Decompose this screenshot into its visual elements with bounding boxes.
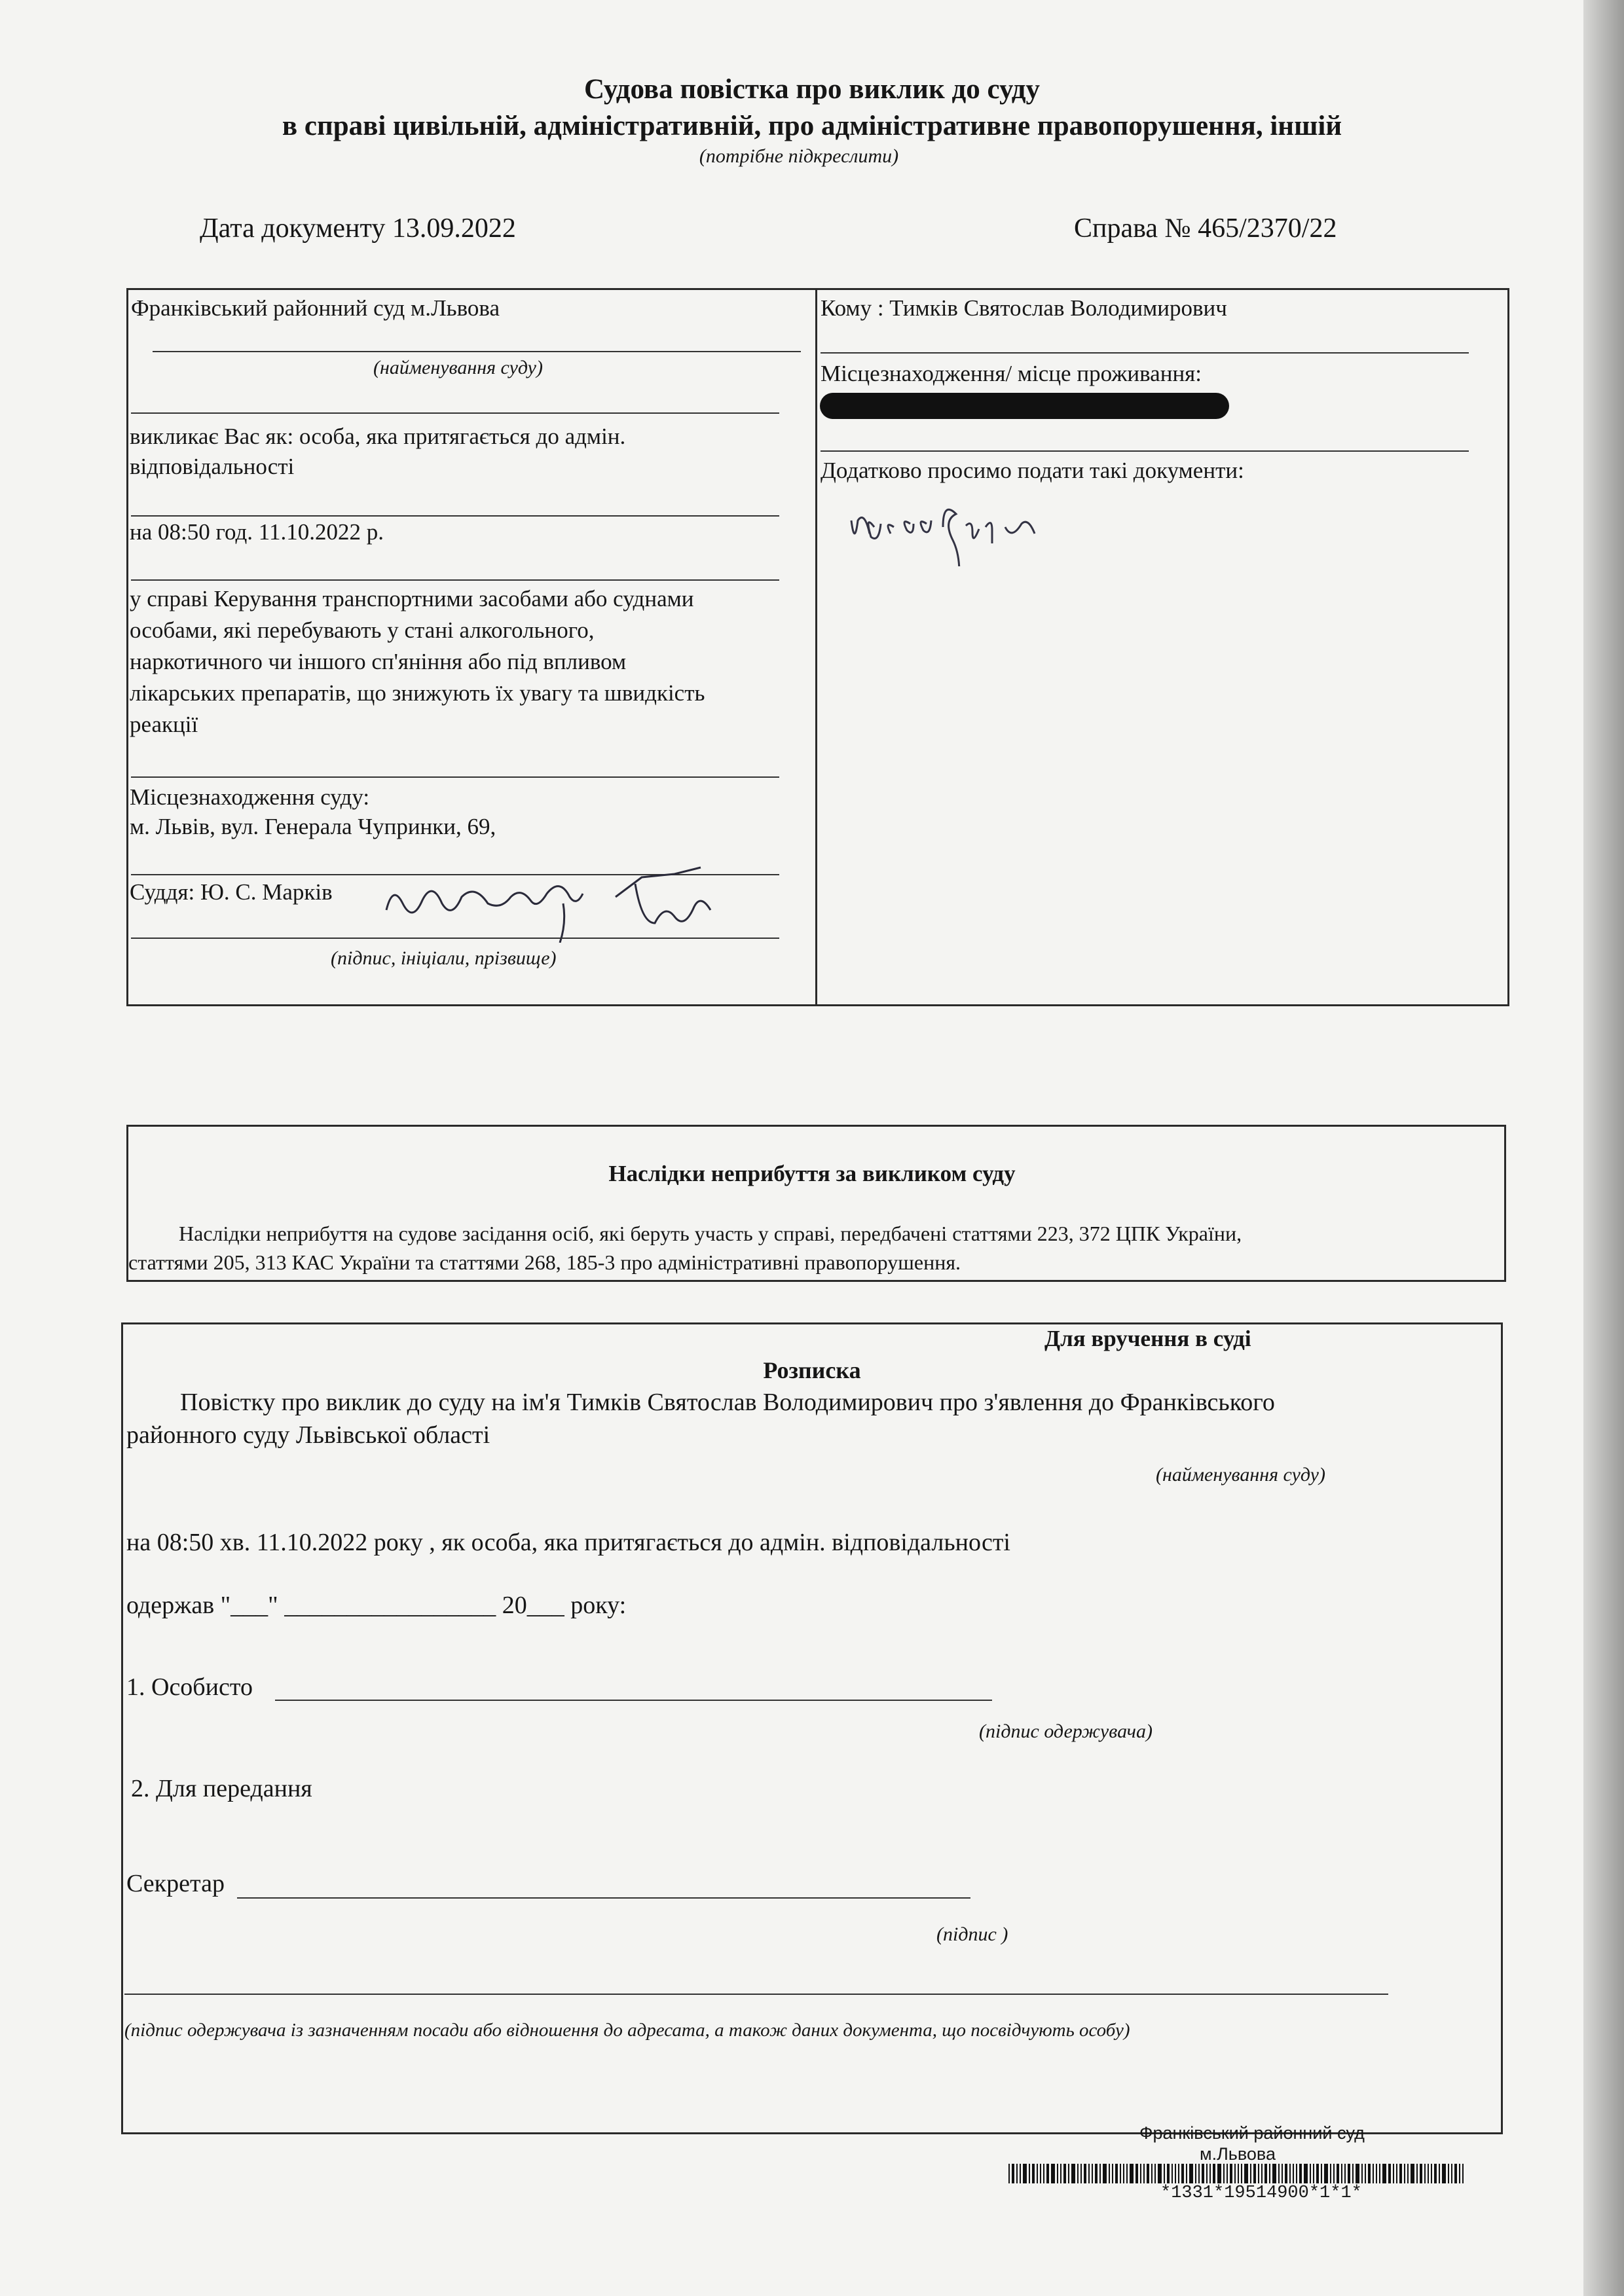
receipt-court-caption: (найменування суду) <box>1156 1464 1325 1485</box>
doc-date-value: 13.09.2022 <box>392 213 516 244</box>
barcode-bar <box>1084 2164 1086 2183</box>
barcode-bar <box>1411 2164 1414 2183</box>
addressee: Кому : Тимків Святослав Володимирович <box>821 295 1227 321</box>
barcode-bar <box>1217 2164 1221 2183</box>
barcode-bar <box>1272 2164 1276 2183</box>
barcode-bar <box>1032 2164 1035 2183</box>
column-divider <box>815 288 817 1006</box>
barcode-bar <box>1095 2164 1098 2183</box>
barcode-bar <box>1368 2164 1371 2183</box>
barcode-bar <box>1324 2164 1328 2183</box>
barcode-bar <box>1382 2164 1386 2183</box>
receipt-line3: на 08:50 хв. 11.10.2022 року , як особа, яка притягається до адмін. відповідальності <box>126 1529 1010 1556</box>
barcode-bar <box>1012 2164 1014 2183</box>
barcode-bar <box>1206 2164 1208 2183</box>
receipt-line2: районного суду Львівської області <box>126 1421 490 1449</box>
barcode-bar <box>1376 2164 1377 2183</box>
barcode-bar <box>1057 2164 1058 2183</box>
barcode-bar <box>1264 2164 1267 2183</box>
barcode-bar <box>1080 2164 1082 2183</box>
case-number-value: 465/2370/22 <box>1198 213 1337 244</box>
barcode-bar <box>1261 2164 1263 2183</box>
barcode-bar <box>1234 2164 1236 2183</box>
barcode-bar <box>1416 2164 1418 2183</box>
consequences-text-line1: Наслідки неприбуття на судове засідання осіб, які беруть участь у справі, передбачені статтями 223, 372 ЦПК України, <box>179 1222 1242 1245</box>
barcode-bar <box>1051 2164 1055 2183</box>
barcode-bar <box>1289 2164 1291 2183</box>
address-label: Місцезнаходження/ місце проживання: <box>821 361 1202 386</box>
barcode-bar <box>1230 2164 1232 2183</box>
for-court-label: Для вручення в суді <box>1044 1326 1251 1351</box>
footer-court-name: Франківський районний суд <box>1139 2123 1365 2143</box>
document-subtitle: в справі цивільній, адміністративній, про адміністративне правопорушення, іншій <box>282 111 1342 141</box>
barcode-bar <box>1068 2164 1069 2183</box>
barcode-bar <box>1341 2164 1342 2183</box>
barcode-bar <box>1112 2164 1113 2183</box>
barcode-bar <box>1258 2164 1259 2183</box>
barcode-text: *1331*19514900*1*1* <box>1160 2183 1362 2203</box>
barcode-bar <box>1189 2164 1193 2183</box>
hearing-datetime: на 08:50 год. 11.10.2022 р. <box>130 519 384 545</box>
barcode-bar <box>1115 2164 1118 2183</box>
court-location: м. Львів, вул. Генерала Чупринки, 69, <box>130 814 496 839</box>
barcode-bar <box>1241 2164 1242 2183</box>
barcode-bar <box>1428 2164 1429 2183</box>
receipt-heading: Розписка <box>763 1357 861 1383</box>
barcode-bar <box>1213 2164 1215 2183</box>
barcode-bar <box>1282 2164 1283 2183</box>
barcode-bar <box>1399 2164 1402 2183</box>
barcode-bar <box>1365 2164 1366 2183</box>
barcode-bar <box>1181 2164 1184 2183</box>
barcode-bar <box>1195 2164 1196 2183</box>
barcode-bar <box>1404 2164 1405 2183</box>
barcode-bar <box>1278 2164 1280 2183</box>
barcode-bar <box>1016 2164 1018 2183</box>
summons-role-cont: відповідальності <box>130 454 295 479</box>
barcode-bar <box>1172 2164 1173 2183</box>
barcode-bar <box>1063 2164 1066 2183</box>
barcode-bar <box>1424 2164 1426 2183</box>
handwritten-note <box>845 494 1094 566</box>
barcode-bar <box>1143 2164 1145 2183</box>
redacted-address <box>820 393 1229 419</box>
barcode-bar <box>1293 2164 1294 2183</box>
barcode-bar <box>1321 2164 1322 2183</box>
barcode-bar <box>1396 2164 1397 2183</box>
barcode-bar <box>1244 2164 1248 2183</box>
barcode-bar <box>1459 2164 1460 2183</box>
secretary-label: Секретар <box>126 1870 225 1897</box>
barcode-bar <box>1296 2164 1297 2183</box>
footer-court-city: м.Львова <box>1200 2144 1276 2164</box>
barcode-bar <box>1431 2164 1432 2183</box>
barcode-bar <box>1023 2164 1027 2183</box>
scan-edge-shadow <box>1583 0 1624 2296</box>
barcode-bar <box>1356 2164 1359 2183</box>
barcode-bar <box>1040 2164 1041 2183</box>
barcode-bar <box>1352 2164 1354 2183</box>
barcode-bar <box>1109 2164 1110 2183</box>
barcode-bar <box>1077 2164 1079 2183</box>
barcode-bar <box>1175 2164 1176 2183</box>
barcode-bar <box>1337 2164 1339 2183</box>
barcode-bar <box>1439 2164 1440 2183</box>
barcode-bar <box>1130 2164 1134 2183</box>
barcode-bar <box>1316 2164 1319 2183</box>
barcode-bar <box>1348 2164 1350 2183</box>
bottom-caption: (підпис одержувача із зазначенням посади або відношення до адресата, а також даних документа, що посвідчують особу) <box>124 2020 1130 2041</box>
barcode-bar <box>1147 2164 1149 2183</box>
barcode-bar <box>1330 2164 1331 2183</box>
barcode-bar <box>1209 2164 1211 2183</box>
barcode-bar <box>1043 2164 1044 2183</box>
barcode-bar <box>1135 2164 1138 2183</box>
barcode-bar <box>1140 2164 1141 2183</box>
barcode-bar <box>1092 2164 1093 2183</box>
barcode-bar <box>1071 2164 1075 2183</box>
barcode-bar <box>1158 2164 1162 2183</box>
secretary-signature-caption: (підпис ) <box>936 1923 1008 1945</box>
barcode-bar <box>1167 2164 1170 2183</box>
barcode-bar <box>1198 2164 1200 2183</box>
judge-signature <box>367 858 733 943</box>
barcode-bar <box>1008 2164 1010 2183</box>
barcode-bar <box>1250 2164 1251 2183</box>
barcode-bar <box>1451 2164 1452 2183</box>
barcode-bar <box>1379 2164 1380 2183</box>
barcode-bar <box>1269 2164 1270 2183</box>
for-transfer-label: 2. Для передання <box>131 1775 312 1802</box>
barcode-bar <box>1202 2164 1204 2183</box>
case-desc-line4: лікарських препаратів, що знижують їх увагу та швидкість <box>130 680 705 706</box>
barcode-bar <box>1046 2164 1049 2183</box>
barcode-bar <box>1310 2164 1311 2183</box>
barcode-bar <box>1393 2164 1394 2183</box>
barcode-bar <box>1462 2164 1464 2183</box>
barcode-bar <box>1123 2164 1124 2183</box>
recipient-signature-caption: (підпис одержувача) <box>979 1721 1153 1742</box>
barcode-bar <box>1186 2164 1187 2183</box>
case-desc-line5: реакції <box>130 712 198 737</box>
document-title: Судова повістка про виклик до суду <box>583 74 1041 105</box>
barcode-bar <box>1313 2164 1314 2183</box>
barcode-bar <box>1238 2164 1239 2183</box>
barcode-bar <box>1120 2164 1121 2183</box>
barcode-bar <box>1103 2164 1107 2183</box>
barcode-bar <box>1253 2164 1256 2183</box>
consequences-heading: Наслідки неприбуття за викликом суду <box>608 1161 1016 1186</box>
barcode-bar <box>1060 2164 1061 2183</box>
barcode-bar <box>1448 2164 1449 2183</box>
barcode-bar <box>1088 2164 1090 2183</box>
summons-role: викликає Вас як: особа, яка притягається до адмін. <box>130 424 626 449</box>
barcode-bar <box>1099 2164 1101 2183</box>
barcode-bar <box>1333 2164 1335 2183</box>
consequences-text-line2: статтями 205, 313 КАС України та статтями 268, 185-3 про адміністративні правопорушення. <box>128 1250 961 1274</box>
barcode-bar <box>1344 2164 1346 2183</box>
personally-label: 1. Особисто <box>126 1673 253 1701</box>
barcode-bar <box>1420 2164 1422 2183</box>
barcode-bar <box>1151 2164 1153 2183</box>
document-date <box>200 213 516 244</box>
barcode-bar <box>1361 2164 1363 2183</box>
doc-date-label: Дата документу <box>200 213 386 244</box>
extra-docs-label: Додатково просимо подати такі документи: <box>821 458 1244 483</box>
case-desc-line3: наркотичного чи іншого сп'яніння або під впливом <box>130 649 627 674</box>
received-date-line: одержав "___" _________________ 20___ року: <box>126 1592 627 1619</box>
barcode-bar <box>1407 2164 1409 2183</box>
barcode-bar <box>1227 2164 1228 2183</box>
barcode-bar <box>1454 2164 1457 2183</box>
receipt-line1: Повістку про виклик до суду на ім'я Тимків Святослав Володимирович про з'явлення до Франківського <box>180 1389 1275 1416</box>
barcode <box>1008 2164 1519 2183</box>
barcode-bar <box>1020 2164 1021 2183</box>
case-desc-line2: особами, які перебувають у стані алкогольного, <box>130 617 595 643</box>
signature-caption: (підпис, ініціали, прізвище) <box>331 947 557 969</box>
barcode-bar <box>1164 2164 1165 2183</box>
underline-note: (потрібне підкреслити) <box>699 145 899 167</box>
barcode-bar <box>1299 2164 1302 2183</box>
case-label: Справа № <box>1074 213 1191 244</box>
barcode-bar <box>1434 2164 1437 2183</box>
barcode-bar <box>1373 2164 1374 2183</box>
barcode-bar <box>1304 2164 1308 2183</box>
court-location-label: Місцезнаходження суду: <box>130 784 370 810</box>
barcode-bar <box>1178 2164 1179 2183</box>
barcode-bar <box>1037 2164 1038 2183</box>
barcode-bar <box>1285 2164 1287 2183</box>
court-caption: (найменування суду) <box>373 357 543 378</box>
barcode-bar <box>1388 2164 1391 2183</box>
case-desc-line1: у справі Керування транспортними засобами або суднами <box>130 586 694 611</box>
judge-name: Суддя: Ю. С. Марків <box>130 879 333 905</box>
barcode-bar <box>1029 2164 1030 2183</box>
barcode-bar <box>1154 2164 1156 2183</box>
court-name: Франківський районний суд м.Львова <box>131 295 500 321</box>
barcode-bar <box>1223 2164 1225 2183</box>
case-number <box>1074 213 1337 244</box>
barcode-bar <box>1442 2164 1446 2183</box>
barcode-bar <box>1126 2164 1128 2183</box>
